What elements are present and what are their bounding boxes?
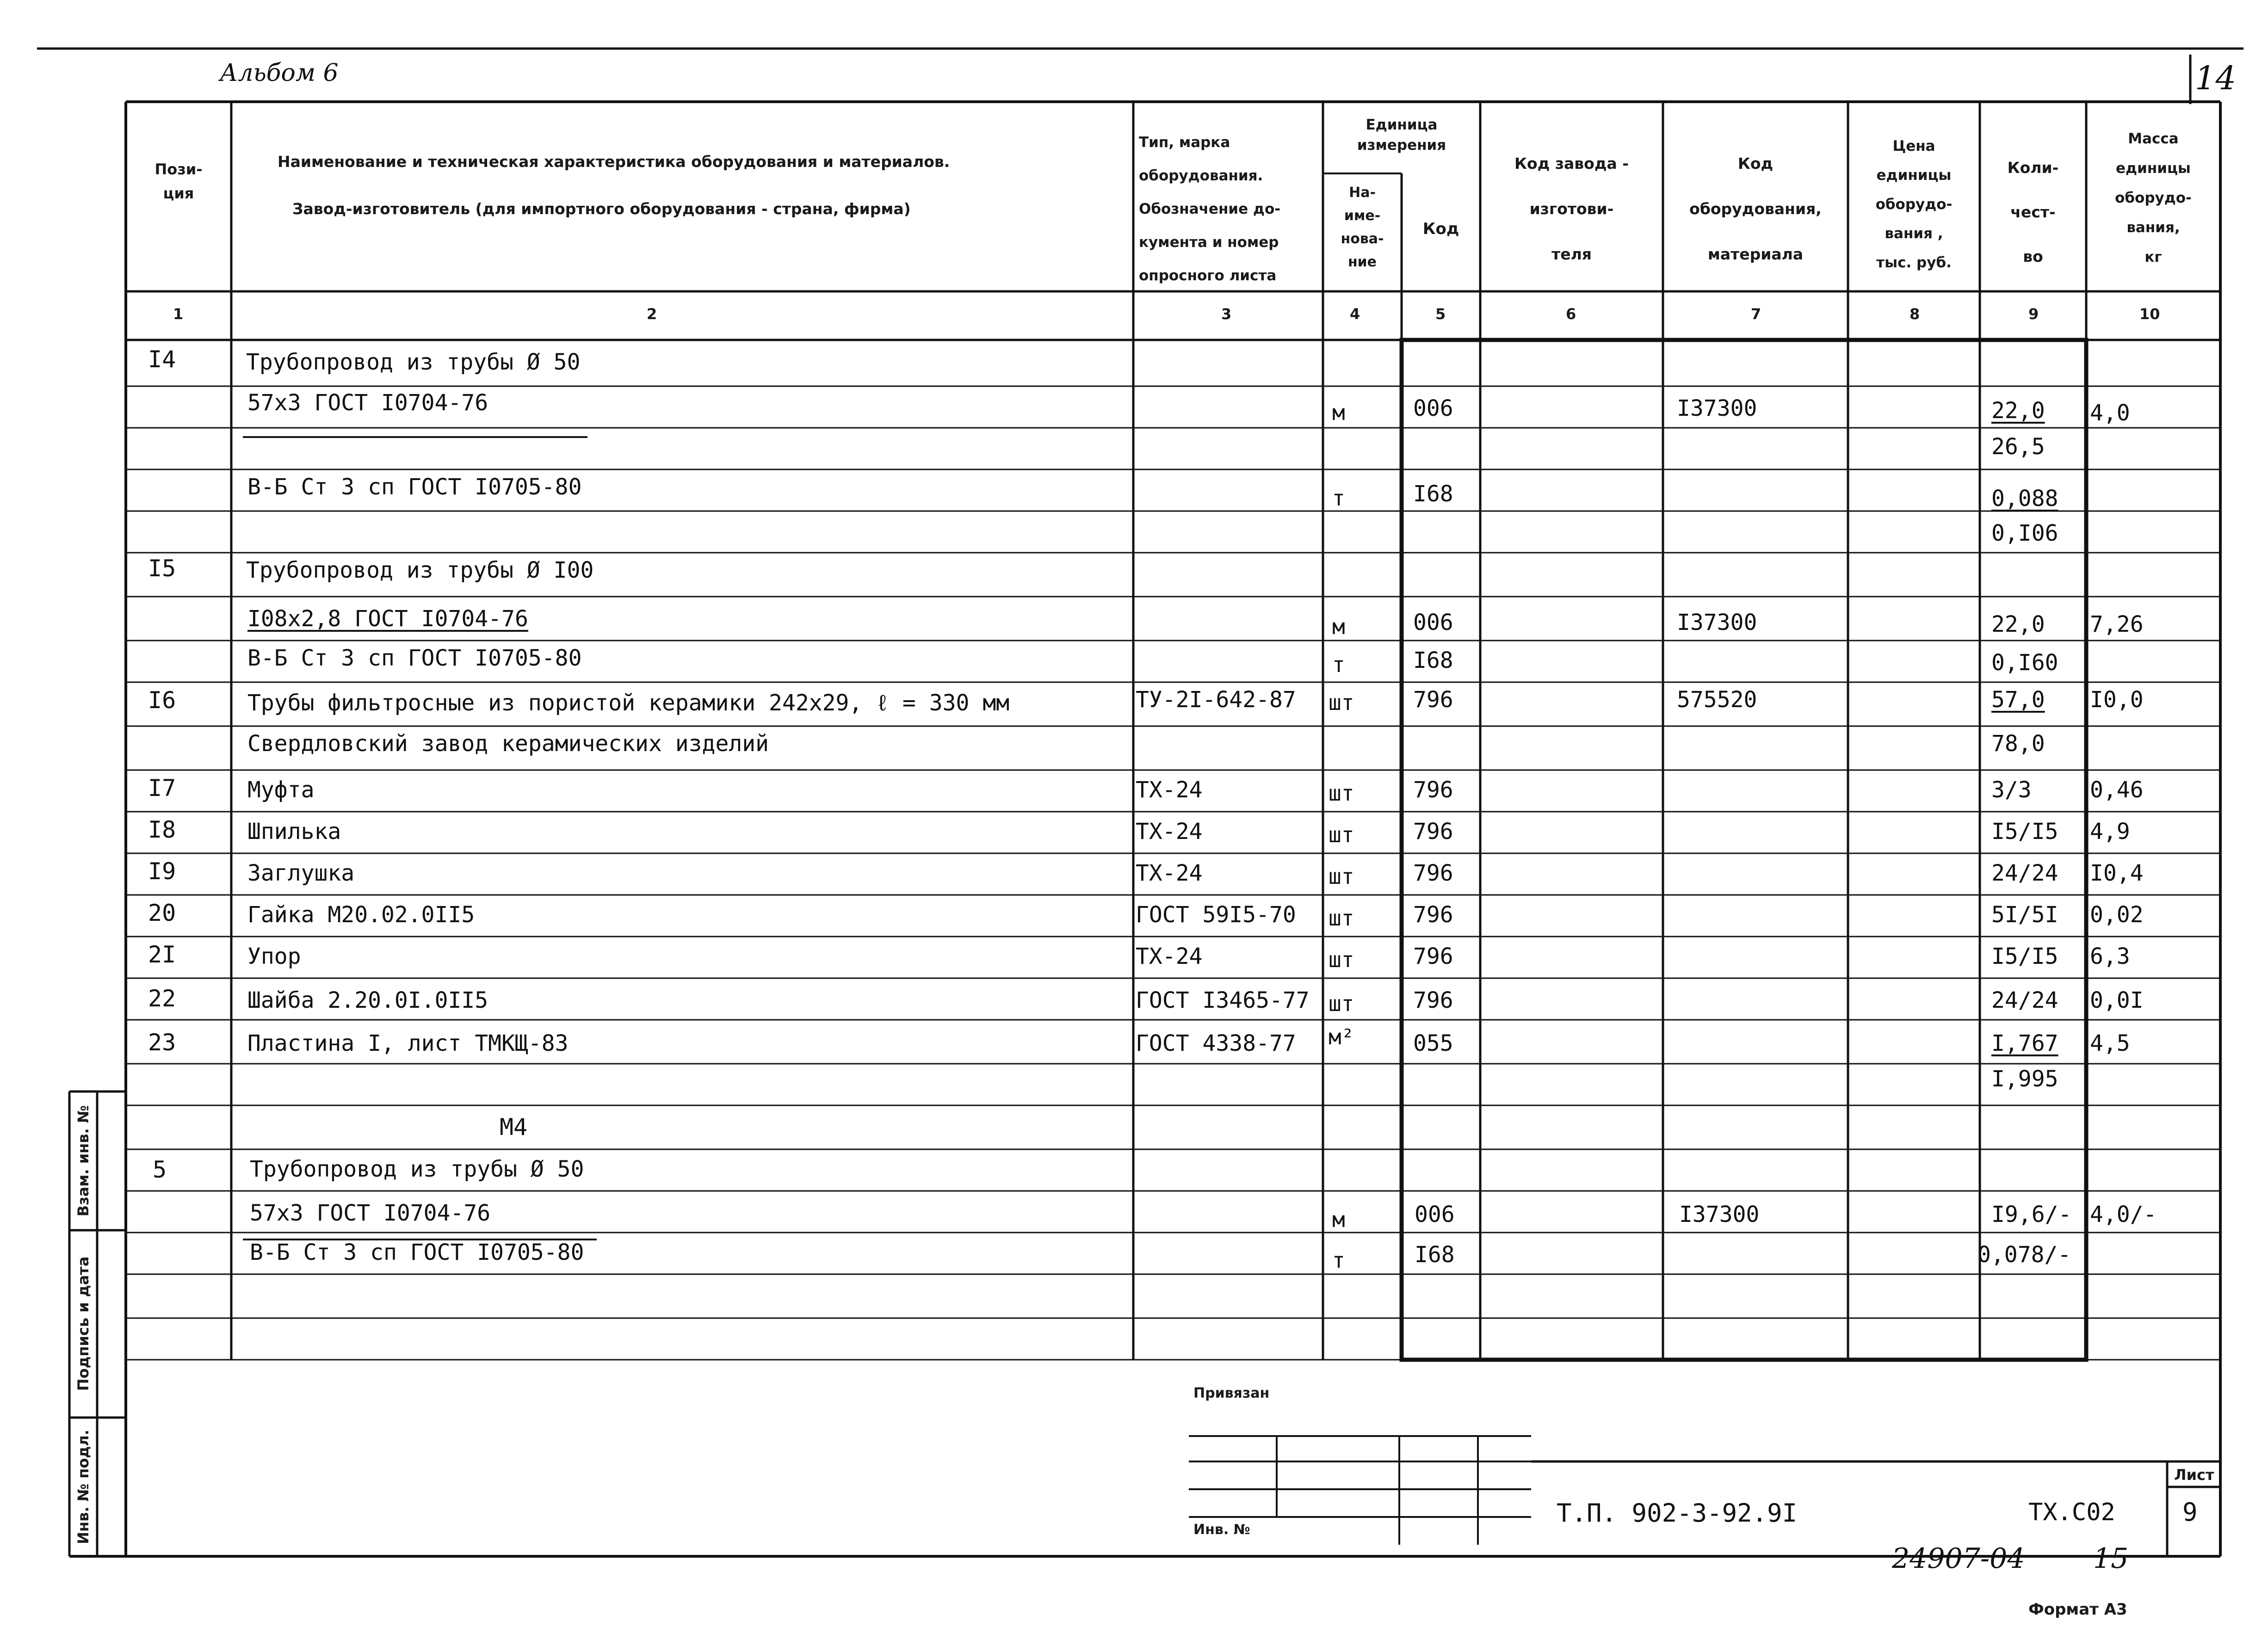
cell-quantity: I,995 <box>1991 1066 2058 1092</box>
cell-quantity: 22,0 <box>1991 611 2045 637</box>
album-label: Альбом 6 <box>220 59 339 87</box>
cell-mass: 0,46 <box>2090 777 2144 803</box>
cell-unit: т <box>1332 486 1345 511</box>
cell-doc: ГОСТ 59I5-70 <box>1136 902 1296 928</box>
col-number: 7 <box>1751 305 1761 323</box>
archive-number: 24907-04 <box>1892 1542 2025 1575</box>
cell-quantity: 24/24 <box>1991 987 2058 1013</box>
cell-material: I37300 <box>1677 610 1757 635</box>
cell-unit: м² <box>1329 1024 1354 1049</box>
cell-unit: шт <box>1329 781 1354 806</box>
cell-code: 796 <box>1413 777 1453 803</box>
side-label-sign: Подпись и дата <box>74 1256 92 1391</box>
stamp-linked: Привязан <box>1193 1385 1270 1401</box>
col-number: 2 <box>647 305 657 323</box>
header-quantity: Коли- чест- во <box>2007 159 2059 265</box>
stamp-inv: Инв. № <box>1193 1522 1250 1538</box>
cell-unit: шт <box>1329 822 1354 847</box>
header-material-code: Код оборудования, материала <box>1689 154 1822 263</box>
cell-doc: ТХ-24 <box>1136 943 1203 969</box>
cell-name: В-Б Ст 3 сп ГОСТ I0705-80 <box>247 474 582 500</box>
cell-mass: 0,02 <box>2090 902 2144 928</box>
cell-unit: шт <box>1329 690 1354 715</box>
cell-quantity: 0,078/- <box>1978 1242 2071 1268</box>
cell-unit: шт <box>1329 947 1354 972</box>
cell-name: Трубопровод из трубы Ø I00 <box>246 557 594 583</box>
cell-unit: шт <box>1329 864 1354 889</box>
cell-doc: ТУ-2I-642-87 <box>1136 687 1296 713</box>
sheet-number: 9 <box>2182 1498 2198 1527</box>
cell-quantity: 22,0 <box>1991 398 2045 424</box>
cell-quantity: I5/I5 <box>1991 943 2058 969</box>
cell-doc: ТХ-24 <box>1136 819 1203 845</box>
cell-quantity: 57,0 <box>1991 687 2045 713</box>
cell-name: Шайба 2.20.0I.0II5 <box>247 987 488 1013</box>
cell-code: 055 <box>1413 1030 1453 1056</box>
col-number: 5 <box>1435 305 1446 323</box>
col-number: 6 <box>1566 305 1576 323</box>
header-type-doc: Тип, марка оборудования. Обозначение до- кумента и номер опросного листа <box>1139 134 1281 284</box>
cell-quantity: I,767 <box>1991 1030 2058 1056</box>
header-price: Цена единицы оборудо- вания , тыс. руб. <box>1875 138 1953 271</box>
cell-quantity: 0,088 <box>1991 486 2058 512</box>
col-number: 8 <box>1910 305 1920 323</box>
cell-name: Заглушка <box>247 860 355 886</box>
header-plant-code: Код завода - изготови- теля <box>1514 154 1629 263</box>
cell-mass: I0,4 <box>2090 860 2144 886</box>
cell-position: 20 <box>148 900 176 926</box>
cell-name: 57х3 ГОСТ I0704-76 <box>247 390 488 416</box>
header-mass: Масса единицы оборудо- вания, кг <box>2115 130 2192 265</box>
cell-quantity: I9,6/- <box>1991 1202 2072 1227</box>
cell-unit: т <box>1332 652 1345 677</box>
cell-doc: ГОСТ I3465-77 <box>1136 987 1310 1013</box>
cell-quantity: 0,I06 <box>1991 520 2058 546</box>
cell-position: I5 <box>148 555 176 582</box>
col-number: 1 <box>173 305 184 323</box>
cell-unit: м <box>1332 400 1345 425</box>
cell-doc: ТХ-24 <box>1136 860 1203 886</box>
cell-name: Муфта <box>247 777 315 803</box>
cell-position: I8 <box>148 816 176 843</box>
section-label: М4 <box>500 1114 528 1141</box>
cell-doc: ТХ-24 <box>1136 777 1203 803</box>
cell-position: I4 <box>148 346 176 373</box>
cell-unit: шт <box>1329 991 1354 1016</box>
cell-code: 796 <box>1413 987 1453 1013</box>
cell-mass: 4,0/- <box>2090 1202 2157 1227</box>
cell-position: I6 <box>148 687 176 714</box>
cell-code: I68 <box>1413 481 1453 507</box>
header-name-line2: Завод-изготовитель (для импортного оборудования - страна, фирма) <box>292 200 911 218</box>
cell-quantity: 3/3 <box>1991 777 2032 803</box>
cell-material: I37300 <box>1679 1202 1760 1227</box>
cell-code: 006 <box>1415 1202 1455 1227</box>
header-position: Пози- ция <box>154 160 203 202</box>
sheet-label: Лист <box>2174 1466 2214 1484</box>
cell-position: 22 <box>148 985 176 1012</box>
cell-code: 796 <box>1413 687 1453 713</box>
cell-mass: 4,5 <box>2090 1030 2130 1056</box>
cell-unit: м <box>1332 1207 1345 1232</box>
cell-position: I7 <box>148 775 176 802</box>
cell-unit: т <box>1332 1248 1345 1273</box>
cell-code: 796 <box>1413 902 1453 928</box>
cell-code: I68 <box>1413 647 1453 673</box>
col-number: 10 <box>2139 305 2160 323</box>
cell-name: Трубопровод из трубы Ø 50 <box>250 1156 584 1182</box>
cell-mass: 4,9 <box>2090 819 2130 845</box>
cell-position: 2I <box>148 941 176 968</box>
cell-position: 23 <box>148 1029 176 1056</box>
cell-name: Трубопровод из трубы Ø 50 <box>246 349 581 375</box>
doc-designation: Т.П. 902-3-92.9I <box>1557 1498 1798 1528</box>
cell-name: В-Б Ст 3 сп ГОСТ I0705-80 <box>247 645 582 671</box>
cell-name: Трубы фильтросные из пористой керамики 242х29, ℓ = 330 мм <box>247 690 1010 716</box>
cell-name: Гайка М20.02.0II5 <box>247 902 475 928</box>
cell-mass: I0,0 <box>2090 687 2144 713</box>
col-number: 9 <box>2028 305 2039 323</box>
cell-mass: 6,3 <box>2090 943 2130 969</box>
side-label-inv: Инв. № подл. <box>74 1430 92 1544</box>
header-unit-group: Единица измерения <box>1357 117 1446 154</box>
cell-quantity: 26,5 <box>1991 434 2045 460</box>
col-number: 3 <box>1221 305 1232 323</box>
cell-code: 796 <box>1413 860 1453 886</box>
cell-mass: 7,26 <box>2090 611 2144 637</box>
header-name-line1: Наименование и техническая характеристика оборудования и материалов. <box>278 153 950 171</box>
cell-code: 796 <box>1413 819 1453 845</box>
cell-quantity: 78,0 <box>1991 731 2045 757</box>
cell-quantity: I5/I5 <box>1991 819 2058 845</box>
cell-code: I68 <box>1415 1242 1455 1268</box>
cell-quantity: 24/24 <box>1991 860 2058 886</box>
cell-code: 796 <box>1413 943 1453 969</box>
cell-quantity: 5I/5I <box>1991 902 2058 928</box>
cell-quantity: 0,I60 <box>1991 650 2058 676</box>
cell-material: 575520 <box>1677 687 1757 713</box>
cell-name: В-Б Ст 3 сп ГОСТ I0705-80 <box>250 1239 584 1265</box>
cell-name: Шпилька <box>247 819 341 845</box>
format-label: Формат А3 <box>2028 1600 2127 1619</box>
cell-position: I9 <box>148 858 176 885</box>
archive-page: 15 <box>2093 1542 2129 1575</box>
cell-mass: 0,0I <box>2090 987 2144 1013</box>
cell-unit: шт <box>1329 906 1354 931</box>
cell-name: I08х2,8 ГОСТ I0704-76 <box>247 606 528 632</box>
cell-mass: 4,0 <box>2090 400 2130 426</box>
sheet-code: ТХ.С02 <box>2028 1498 2115 1526</box>
cell-name: Упор <box>247 943 301 969</box>
col-number: 4 <box>1350 305 1360 323</box>
page-mark: 14 <box>2195 59 2237 97</box>
cell-code: 006 <box>1413 395 1453 421</box>
header-unit-name: На- име- нова- ние <box>1341 185 1384 270</box>
cell-name: 57х3 ГОСТ I0704-76 <box>250 1200 491 1226</box>
side-label-vzam: Взам. инв. № <box>74 1105 92 1217</box>
cell-name: Свердловский завод керамических изделий <box>247 731 769 757</box>
cell-position: 5 <box>153 1156 167 1183</box>
cell-code: 006 <box>1413 610 1453 635</box>
cell-unit: м <box>1332 614 1345 639</box>
cell-doc: ГОСТ 4338-77 <box>1136 1030 1296 1056</box>
cell-name: Пластина I, лист ТМКЩ-83 <box>247 1030 569 1056</box>
cell-material: I37300 <box>1677 395 1757 421</box>
header-unit-code: Код <box>1422 220 1459 238</box>
